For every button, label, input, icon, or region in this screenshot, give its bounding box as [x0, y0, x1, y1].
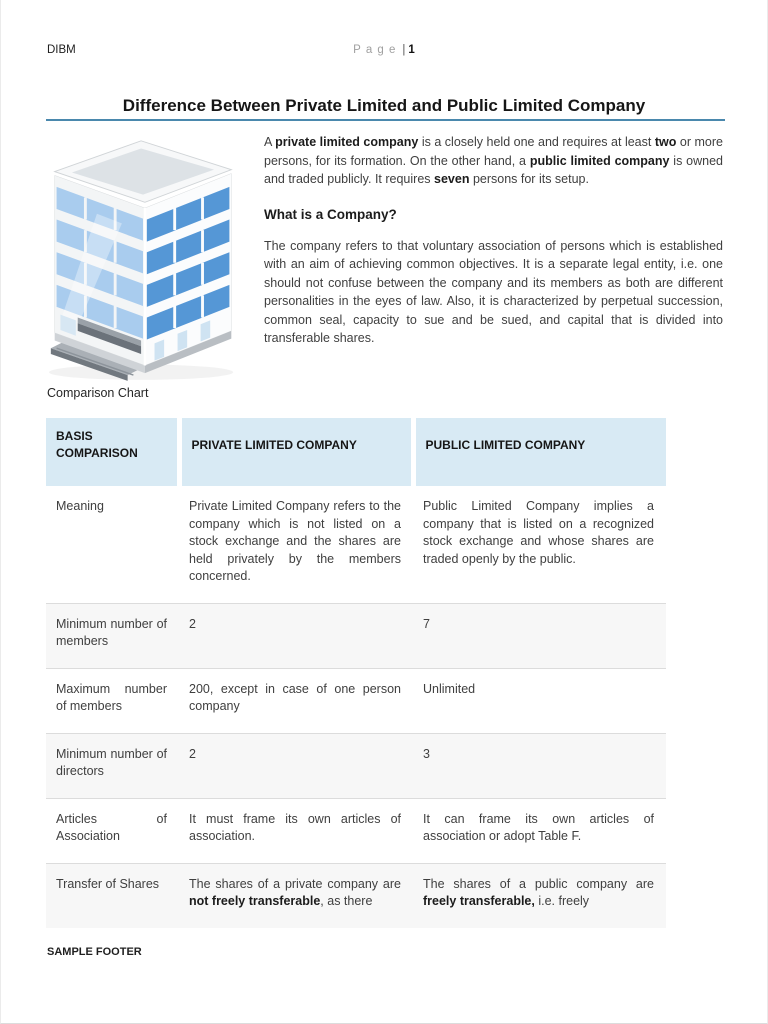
public-cell: 7: [413, 603, 666, 668]
header-left-text: DIBM: [47, 44, 76, 56]
table-row: [46, 863, 666, 928]
private-cell: It must frame its own articles of association.: [179, 798, 413, 863]
page-number-label: [1, 44, 767, 56]
document-header: [1, 44, 767, 60]
intro-section: [47, 133, 723, 400]
page-word: P a g e: [353, 44, 397, 56]
table-row: [46, 603, 666, 668]
basis-cell: Transfer of Shares: [46, 863, 179, 928]
illustration-column: [47, 133, 264, 400]
company-definition-paragraph: The company refers to that voluntary association of persons which is established with an aim of achieving common objectives. It is a separate legal entity, i.e. one should not confuse between the company and its members as both are different personalities in the eyes of law. Also, it is characterized by perpetual succession, common seal, capacity to sue and be sued, and capital that is divided into transferable shares.: [264, 238, 723, 345]
document-footer: SAMPLE FOOTER: [47, 946, 142, 958]
private-cell: The shares of a private company are not freely transferable, as there: [179, 863, 413, 928]
private-cell: Private Limited Company refers to the company which is not listed on a stock exchange and the shares are held privately by the members concerned.: [189, 499, 401, 583]
table-row: [46, 733, 666, 798]
header-private-limited: PRIVATE LIMITED COMPANY: [179, 418, 413, 486]
page-title: Difference Between Private Limited and Public Limited Company: [122, 96, 646, 115]
basis-cell: Meaning: [56, 499, 104, 513]
header-basis-comparison: BASIS COMPARISON: [46, 418, 179, 486]
header-public-limited: PUBLIC LIMITED COMPANY: [413, 418, 666, 486]
comparison-chart-label: Comparison Chart: [47, 386, 149, 400]
public-cell: It can frame its own articles of association or adopt Table F.: [413, 798, 666, 863]
public-cell: 3: [413, 733, 666, 798]
private-cell: 2: [179, 733, 413, 798]
table-row: [46, 798, 666, 863]
public-cell: Unlimited: [413, 668, 666, 733]
private-cell: 2: [179, 603, 413, 668]
table-row: [46, 486, 666, 603]
page-separator: |: [402, 44, 406, 56]
basis-cell: Maximum number of members: [46, 668, 179, 733]
office-building-icon: [47, 133, 239, 381]
basis-cell: Minimum number of directors: [46, 733, 179, 798]
basis-cell: Minimum number of members: [46, 603, 179, 668]
table-row: [46, 668, 666, 733]
comparison-table: [46, 418, 666, 928]
basis-cell: Articles of Association: [46, 798, 179, 863]
title-underline: [46, 119, 725, 121]
public-cell: Public Limited Company implies a company that is listed on a recognized stock exchange and whose shares are traded openly by the public.: [423, 499, 654, 566]
what-is-company-heading: What is a Company?: [264, 206, 397, 222]
public-cell: The shares of a public company are freely transferable, i.e. freely: [413, 863, 666, 928]
intro-paragraph: A private limited company is a closely held one and requires at least two or more persons, for its formation. On the other hand, a public limited company is owned and traded publicly. It requires seven persons for its setup.: [264, 135, 723, 186]
table-header-row: [46, 418, 666, 486]
page-number: 1: [408, 44, 415, 56]
comparison-table-body: [46, 486, 666, 928]
private-cell: 200, except in case of one person company: [179, 668, 413, 733]
intro-text-column: [264, 133, 723, 400]
